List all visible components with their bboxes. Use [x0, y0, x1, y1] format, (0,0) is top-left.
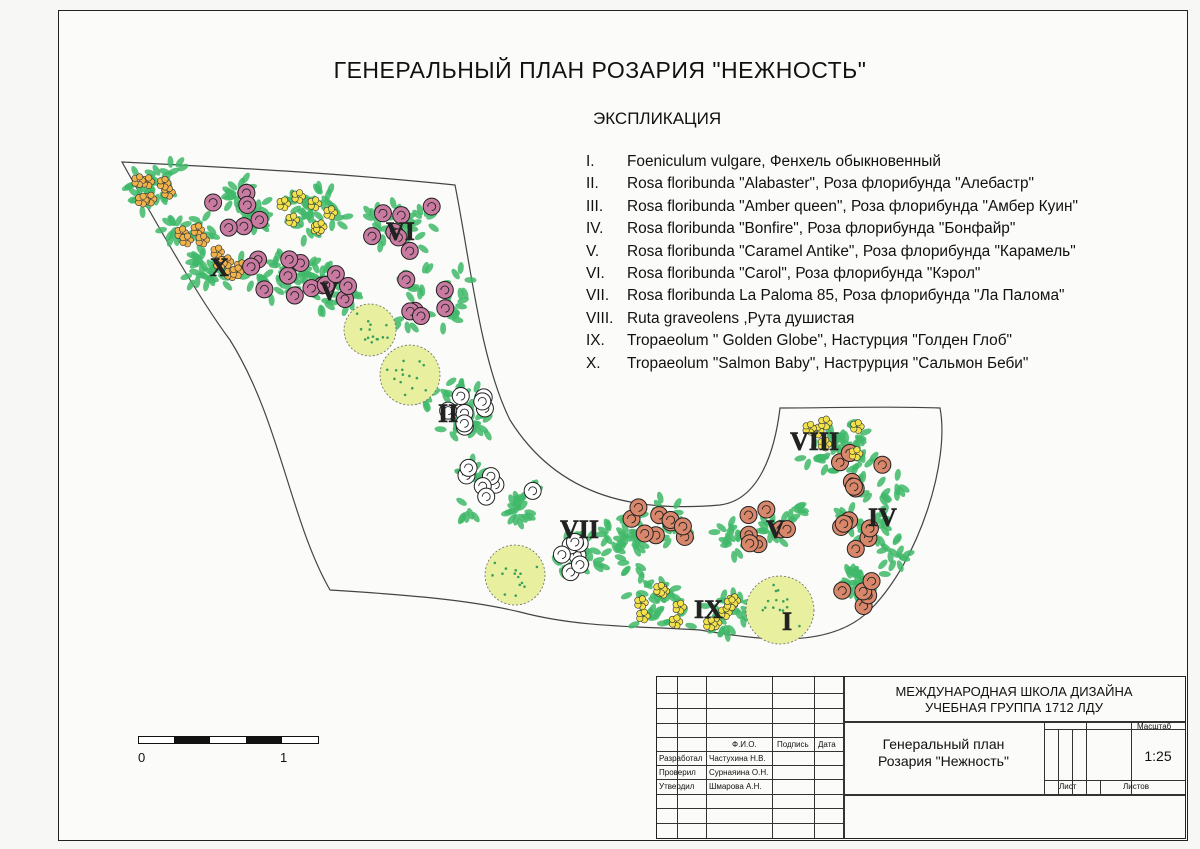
- blossom-petal: [281, 197, 287, 203]
- plan-label-ii: II: [438, 399, 459, 428]
- blossom-petal: [184, 233, 190, 239]
- bush-dot: [523, 585, 526, 588]
- bush-dot: [514, 569, 517, 572]
- name-developed: Частухина Н.В.: [709, 754, 766, 763]
- blossom-petal: [215, 245, 221, 251]
- blossom-petal: [677, 600, 683, 606]
- blossom-petal: [195, 223, 201, 229]
- rose-mark: [456, 415, 473, 432]
- scale-bar: [138, 734, 320, 746]
- leaf-mark: [167, 156, 173, 168]
- rose-mark: [281, 251, 298, 268]
- title-block: [656, 676, 1186, 839]
- bush-dot: [518, 584, 521, 587]
- blossom-petal: [854, 447, 860, 453]
- blossom-petal: [162, 176, 168, 182]
- rose-mark: [845, 478, 862, 495]
- leaf-mark: [256, 199, 262, 211]
- rose-mark: [243, 258, 260, 275]
- bush-dot: [364, 338, 367, 341]
- bush-dot: [411, 387, 414, 390]
- bush-dot: [798, 625, 801, 628]
- plan-label-iv: IV: [868, 503, 897, 532]
- bush-dot: [386, 368, 389, 371]
- blossom-petal: [729, 597, 735, 603]
- rose-mark: [674, 518, 691, 535]
- bush-dot: [360, 328, 363, 331]
- doc-title-line-2: Розария "Нежность": [878, 753, 1009, 769]
- bush-dot: [772, 584, 775, 587]
- leaf-mark: [155, 226, 168, 235]
- rose-mark: [423, 198, 440, 215]
- scale-start-label: 0: [138, 750, 146, 765]
- blossom-petal: [658, 582, 664, 588]
- rose-mark: [364, 228, 381, 245]
- bush-dot: [385, 324, 388, 327]
- org-line-1: МЕЖДУНАРОДНАЯ ШКОЛА ДИЗАЙНА: [895, 684, 1133, 699]
- legend-item: IX. Tropaeolum " Golden Globe", Настурция "Голден Глоб": [586, 332, 1012, 350]
- leaf-mark: [260, 195, 273, 206]
- leaf-mark: [600, 547, 613, 558]
- bush-dot: [418, 360, 421, 363]
- rose-mark: [398, 271, 415, 288]
- rose-mark: [437, 300, 454, 317]
- bush-dot: [402, 373, 405, 376]
- scale-value: 1:25: [1144, 748, 1172, 764]
- scale-end-label: 1: [280, 750, 288, 765]
- leaf-mark: [404, 290, 416, 303]
- bush-dot: [402, 360, 405, 363]
- plan-label-v: V: [320, 277, 339, 306]
- leaf-mark: [440, 322, 446, 334]
- bush-dot: [369, 323, 372, 326]
- leaf-mark: [620, 591, 633, 601]
- rose-mark: [474, 393, 491, 410]
- rose-mark: [460, 459, 477, 476]
- leaf-mark: [329, 219, 336, 231]
- leaf-mark: [877, 558, 890, 571]
- leaf-mark: [875, 475, 887, 488]
- plan-label-x: X: [210, 253, 229, 282]
- rose-mark: [235, 218, 252, 235]
- rose-mark: [571, 556, 588, 573]
- bush-dot: [513, 572, 516, 575]
- rose-mark: [413, 307, 430, 324]
- rose-mark: [740, 506, 757, 523]
- role-checked: Проверил: [659, 768, 696, 777]
- plan-label-viii: VIII: [790, 427, 840, 456]
- blossom-petal: [328, 206, 334, 212]
- bush-dot: [395, 369, 398, 372]
- bush-dot: [521, 582, 524, 585]
- blossom-petal: [145, 175, 151, 181]
- leaf-mark: [201, 209, 213, 222]
- rose-mark: [835, 515, 852, 532]
- bush-dot: [517, 576, 520, 579]
- leaf-mark: [139, 206, 146, 218]
- bush-dot: [422, 364, 425, 367]
- legend-item: III. Rosa floribunda "Amber queen", Роза флорибунда "Амбер Куин": [586, 197, 1078, 215]
- page-title: ГЕНЕРАЛЬНЫЙ ПЛАН РОЗАРИЯ "НЕЖНОСТЬ": [333, 57, 867, 83]
- rose-mark: [847, 540, 864, 557]
- bush-dot: [779, 609, 782, 612]
- bush-dot: [772, 606, 775, 609]
- leaf-mark: [455, 496, 468, 508]
- bush-dot: [368, 328, 371, 331]
- legend-item: VI. Rosa floribunda "Carol", Роза флорибунда "Кэрол": [586, 265, 981, 283]
- leaf-mark: [222, 199, 234, 212]
- scale-heading: Масштаб: [1137, 722, 1172, 731]
- sheets-label: Листов: [1123, 782, 1149, 791]
- rose-mark: [636, 525, 653, 542]
- rose-mark: [256, 281, 273, 298]
- bush-dot: [505, 567, 508, 570]
- rose-mark: [630, 499, 647, 516]
- blossom-petal: [200, 233, 206, 239]
- bush-dot: [356, 312, 359, 315]
- plan-label-vi: VI: [386, 217, 415, 246]
- bush-dot: [782, 600, 785, 603]
- rose-mark: [863, 573, 880, 590]
- leaf-mark: [300, 234, 308, 247]
- bush-dot: [504, 593, 507, 596]
- leaf-mark: [895, 560, 905, 573]
- blossom-petal: [318, 220, 324, 226]
- sheet-label: Лист: [1059, 782, 1077, 791]
- bush-dot: [367, 337, 370, 340]
- rose-mark: [436, 281, 453, 298]
- bush-dot: [370, 341, 373, 344]
- legend-item: VIII. Ruta graveolens ,Рута душистая: [586, 309, 855, 327]
- bush-dot: [536, 566, 539, 569]
- bush-dot: [372, 335, 375, 338]
- bush-dot: [767, 600, 770, 603]
- plan-label-vii: VII: [560, 515, 600, 544]
- blossom-petal: [312, 197, 318, 203]
- leaf-mark: [457, 262, 464, 275]
- role-approved: Утвердил: [659, 782, 695, 791]
- legend-item: VII. Rosa floribunda La Paloma 85, Роза флорибунда "Ла Палома": [586, 287, 1065, 305]
- bush-dot: [501, 572, 504, 575]
- rose-mark: [741, 535, 758, 552]
- bush-dot: [404, 394, 407, 397]
- blossom-petal: [639, 596, 645, 602]
- blossom-petal: [290, 213, 296, 219]
- rose-mark: [553, 546, 570, 563]
- rose-mark: [524, 482, 541, 499]
- leaf-mark: [336, 219, 349, 231]
- rose-mark: [340, 277, 357, 294]
- bush-dot: [416, 377, 419, 380]
- legend-item: V. Rosa floribunda "Caramel Antike", Роза флорибунда "Карамель": [586, 242, 1076, 260]
- blossom-petal: [674, 615, 680, 621]
- bush-dot: [786, 598, 789, 601]
- rose-mark: [478, 488, 495, 505]
- plan-label-v-mid: V: [766, 515, 785, 544]
- bush-dot: [514, 594, 517, 597]
- leaf-mark: [672, 497, 683, 510]
- leaf-mark: [413, 230, 426, 241]
- rose-mark: [205, 194, 222, 211]
- bush-dot: [777, 589, 780, 592]
- flowers-layer: [132, 174, 891, 644]
- bush-dot: [382, 336, 385, 339]
- bush-dot: [491, 574, 494, 577]
- blossom-petal: [136, 174, 142, 180]
- bush-dot: [393, 378, 396, 381]
- blossom-petal: [148, 192, 154, 198]
- legend-item: IV. Rosa floribunda "Bonfire", Роза флорибунда "Бонфайр": [586, 220, 1016, 238]
- bush-dot: [494, 562, 497, 565]
- legend-item: II. Rosa floribunda "Alabaster", Роза флорибунда "Алебастр": [586, 175, 1035, 193]
- leaf-mark: [879, 571, 891, 578]
- leaf-mark: [404, 321, 412, 334]
- bush-dot: [401, 368, 404, 371]
- bush-dot: [424, 389, 427, 392]
- doc-title-line-1: Генеральный план: [882, 736, 1005, 752]
- leaf-mark: [708, 529, 720, 535]
- col-sign: Подпись: [777, 740, 809, 749]
- leaf-mark: [427, 222, 440, 234]
- org-line-2: УЧЕБНАЯ ГРУППА 1712 ЛДУ: [924, 700, 1104, 715]
- bush-dot: [519, 572, 522, 575]
- leaf-mark: [245, 279, 255, 292]
- bush-dot: [376, 338, 379, 341]
- rose-mark: [280, 267, 297, 284]
- bush-dot: [761, 609, 764, 612]
- name-checked: Сурнаяина О.Н.: [709, 768, 769, 777]
- leaf-mark: [894, 468, 902, 481]
- rose-mark: [239, 196, 256, 213]
- rose-mark: [834, 582, 851, 599]
- blossom-petal: [855, 420, 861, 426]
- legend-item: I. Foeniculum vulgare, Фенхель обыкновенный: [586, 153, 941, 170]
- bush-dot: [386, 336, 389, 339]
- explication-heading: ЭКСПЛИКАЦИЯ: [593, 109, 722, 128]
- bush-dot: [764, 606, 767, 609]
- blossom-petal: [823, 416, 829, 422]
- rose-mark: [220, 219, 237, 236]
- blossom-petal: [296, 190, 302, 196]
- leaf-mark: [464, 277, 476, 283]
- blossom-petal: [179, 226, 185, 232]
- bush-dot: [367, 320, 370, 323]
- legend-item: X. Tropaeolum "Salmon Baby", Наструрция "Сальмон Беби": [586, 354, 1029, 372]
- bush-dot: [775, 599, 778, 602]
- plan-label-ix: IX: [694, 595, 723, 624]
- blossom-petal: [140, 193, 146, 199]
- col-date: Дата: [818, 740, 836, 749]
- bush-dot: [399, 381, 402, 384]
- leaf-mark: [417, 243, 430, 255]
- rose-mark: [286, 287, 303, 304]
- blossom-petal: [235, 265, 241, 271]
- plan-label-i: I: [782, 607, 793, 636]
- name-approved: Шмарова А.Н.: [709, 782, 762, 791]
- rose-mark: [874, 456, 891, 473]
- col-fio: Ф.И.О.: [732, 740, 757, 749]
- role-developed: Разработал: [659, 754, 703, 763]
- bush-dot: [408, 375, 411, 378]
- rose-mark: [251, 211, 268, 228]
